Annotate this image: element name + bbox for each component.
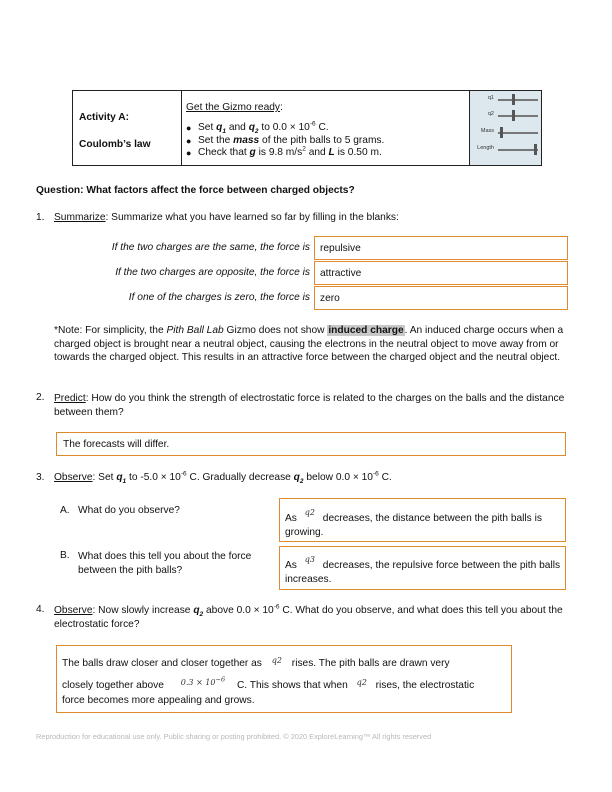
setup-step: ● Set $q_1$ and $q_2$ to $0.0 \times 10^{-6}$ C. (186, 122, 466, 135)
slider-q1: q1 (470, 94, 541, 106)
q2-answer-field[interactable]: The forecasts will differ. (56, 432, 566, 456)
fill-row-label: If one of the charges is zero, the force is (128, 292, 310, 303)
q3b-letter: B. (60, 550, 70, 561)
q4-number: 4. (36, 604, 45, 615)
q3a-letter: A. (60, 505, 70, 516)
q3-equation-image: q3 (304, 555, 315, 564)
answer-field-zero-charge[interactable]: zero (314, 286, 568, 310)
q4-answer-field[interactable]: The balls draw closer and closer together as $^{q2}$ rises. The pith balls are drawn very closely together above $^{0.3 \times 10^{-6}}$ C. This shows that when $^{q2}$ rises, the electrostatic force becomes more appealing and grows. (56, 645, 512, 713)
fill-row-label: If the two charges are the same, the force is (111, 242, 310, 253)
q2-prompt: Predict: How do you think the strength of electrostatic force is related to the charges on the balls and the distance between them? (54, 393, 565, 418)
gizmo-ready-heading: Get the Gizmo ready: (186, 102, 283, 113)
gizmo-sliders-thumbnail (470, 91, 541, 165)
activity-topic: Coulomb’s law (79, 139, 151, 150)
q2-equation-image: q2 (356, 678, 367, 687)
q2-number: 2. (36, 392, 45, 403)
q3b-question: What does this tell you about the force between the pith balls? (78, 551, 252, 576)
q2-equation-image: q2 (271, 656, 282, 665)
fill-row-label: If the two charges are opposite, the force is (115, 267, 310, 278)
answer-field-same-charges[interactable]: repulsive (314, 236, 568, 260)
answer-field-opposite-charges[interactable]: attractive (314, 261, 568, 285)
induced-charge-highlight: induced charge (328, 325, 404, 336)
q1-prompt: Summarize: Summarize what you have learned so far by filling in the blanks: (54, 212, 399, 223)
main-question: Question: What factors affect the force between charged objects? (36, 185, 355, 196)
q1-number: 1. (36, 212, 45, 223)
value-equation-image: 0.3 × 10−6 (180, 675, 226, 687)
copyright-footer: Reproduction for educational use only. Public sharing or posting prohibited. © 2020 ExploreLearning™ All rights reserved (36, 732, 432, 741)
q4-prompt: Observe: Now slowly increase $q_2$ above $0.0 \times 10^{-6}$ C. What do you observe, and what does this tell you about the electrostatic force? (54, 603, 563, 630)
q3-prompt: Observe: Set $q_1$ to $-5.0 \times 10^{-6}$ C. Gradually decrease $q_2$ below $0.0 \times 10^{-6}$ C. (54, 470, 392, 486)
setup-steps (186, 122, 466, 160)
induced-charge-note: *Note: For simplicity, the Pith Ball Lab Gizmo does not show induced charge. An induced charge occurs when a charged object is brought near a neutral object, causing the electrons in the neutral object to move away from or towards the charged object. This results in an attractive force between the charged object and the neutral object. (54, 325, 564, 364)
slider-mass: Mass (470, 127, 541, 139)
slider-q2: q2 (470, 110, 541, 122)
q3a-question: What do you observe? (78, 505, 180, 516)
q3b-answer-field[interactable]: As $^{q3}$ decreases, the repulsive force between the pith balls increases. (279, 546, 566, 590)
q2-equation-image: q2 (304, 508, 315, 517)
activity-label: Activity A: (79, 112, 130, 123)
setup-step: ● Check that g is 9.8 $m/s^2$ and L is 0.50 m. (186, 147, 466, 160)
q3-number: 3. (36, 472, 45, 483)
setup-step: ● Set the mass of the pith balls to 5 grams. (186, 135, 466, 148)
q3a-answer-field[interactable]: As $^{q2}$ decreases, the distance between the pith balls is growing. (279, 498, 566, 542)
table-divider (181, 90, 182, 166)
slider-length: Length (470, 144, 541, 156)
